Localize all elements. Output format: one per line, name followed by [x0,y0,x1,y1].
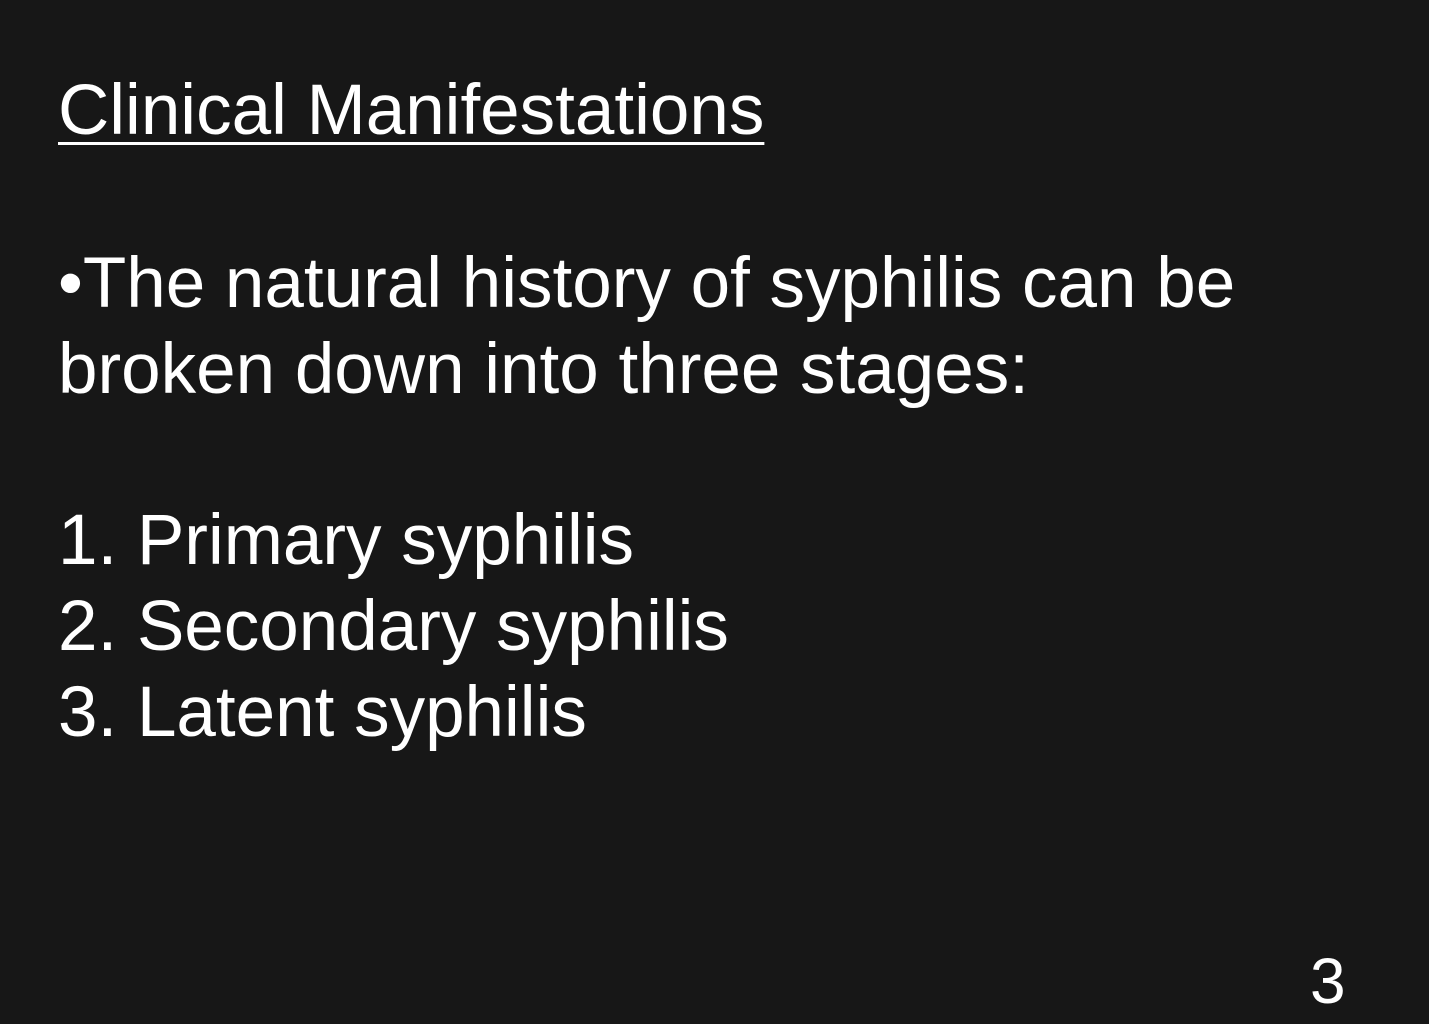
intro-line-1: •The natural history of syphilis can be [58,244,1236,323]
stages-list [58,498,729,756]
stage-item-latent: 3. Latent syphilis [58,673,587,752]
slide-title: Clinical Manifestations [58,71,765,150]
stage-item-primary: 1. Primary syphilis [58,501,635,580]
intro-paragraph [58,241,1358,413]
page-number: 3 [1310,945,1346,1017]
stage-item-secondary: 2. Secondary syphilis [58,587,729,666]
intro-line-2: broken down into three stages: [58,330,1029,409]
